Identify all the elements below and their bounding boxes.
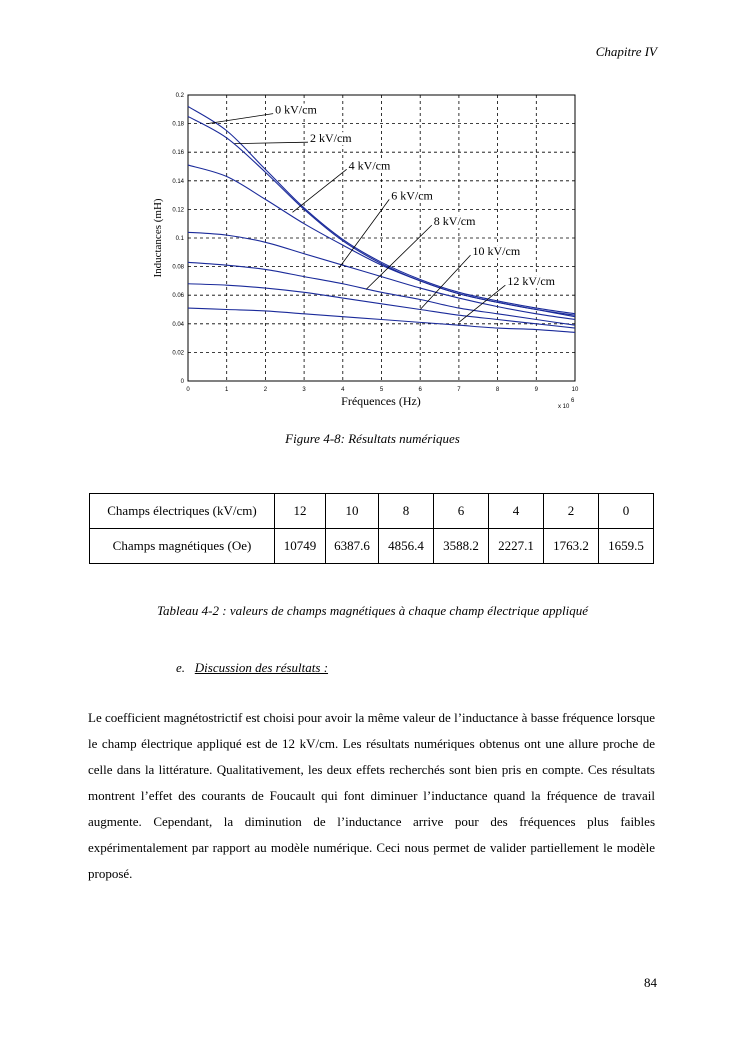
table-cell: 3588.2: [434, 529, 489, 564]
chart-ticks: [172, 93, 579, 393]
x-exponent: 6: [571, 398, 575, 404]
table-row: [90, 494, 654, 529]
series-label: 12 kV/cm: [507, 274, 556, 289]
table-cell: 10749: [275, 529, 326, 564]
y-tick-label: 0.08: [172, 264, 184, 271]
table-cell: 2227.1: [489, 529, 544, 564]
series-leader-line: [292, 169, 346, 212]
y-tick-label: 0.2: [175, 93, 184, 99]
y-tick-label: 0.04: [172, 321, 184, 328]
table-cell: 0: [599, 494, 654, 529]
table-cell: 1763.2: [544, 529, 599, 564]
table-cell: 10: [326, 494, 379, 529]
x-tick-label: 6: [418, 387, 422, 393]
table-cell: 6387.6: [326, 529, 379, 564]
inductance-chart: [150, 85, 595, 415]
table-cell: 1659.5: [599, 529, 654, 564]
y-tick-label: 0.1: [175, 236, 184, 242]
y-tick-label: 0.16: [172, 150, 184, 157]
x-multiplier: x 10: [558, 404, 570, 410]
x-tick-label: 3: [302, 387, 306, 393]
series-leader-line: [234, 142, 308, 143]
section-number: e.: [176, 660, 186, 675]
chart-series: [188, 106, 575, 332]
x-tick-label: 7: [457, 387, 461, 393]
figure-caption: Figure 4-8: Résultats numériques: [285, 431, 460, 446]
y-tick-label: 0.02: [172, 350, 184, 357]
y-axis-label: Inductances (mH): [152, 198, 164, 278]
x-tick-label: 1: [225, 387, 229, 393]
table-caption: Tableau 4-2 : valeurs de champs magnétiques à chaque champ électrique appliqué: [157, 603, 588, 618]
x-tick-label: 8: [495, 387, 500, 393]
x-tick-label: 0: [186, 387, 190, 393]
x-tick-label: 5: [379, 387, 384, 393]
table-cell: 2: [544, 494, 599, 529]
x-tick-label: 9: [534, 387, 538, 393]
page-number: 84: [644, 975, 657, 990]
series-label: 8 kV/cm: [433, 214, 476, 229]
table-row-label: Champs magnétiques (Oe): [90, 529, 275, 564]
table-row: [90, 529, 654, 564]
section-heading: [176, 660, 328, 676]
table-cell: 12: [275, 494, 326, 529]
series-label: 0 kV/cm: [275, 102, 317, 117]
y-tick-label: 0.14: [172, 178, 184, 185]
x-tick-label: 4: [341, 387, 345, 393]
table-row-label: Champs électriques (kV/cm): [90, 494, 275, 529]
series-label: 10 kV/cm: [472, 244, 521, 259]
series-label: 2 kV/cm: [309, 131, 352, 146]
series-leader-line: [207, 114, 273, 124]
series-label: 6 kV/cm: [391, 188, 433, 203]
x-tick-label: 2: [263, 387, 268, 393]
y-tick-label: 0.06: [172, 293, 184, 300]
y-tick-label: 0.18: [172, 121, 184, 128]
field-table: [89, 493, 654, 564]
y-tick-label: 0.12: [172, 207, 184, 214]
x-tick-label: 10: [571, 387, 579, 393]
table-cell: 8: [379, 494, 434, 529]
chapter-header: Chapitre IV: [595, 44, 657, 59]
section-title: Discussion des résultats :: [194, 660, 329, 675]
table-cell: 4: [489, 494, 544, 529]
y-tick-label: 0: [180, 379, 184, 385]
body-paragraph: Le coefficient magnétostrictif est choisi pour avoir la même valeur de l’inductance à basse fréquence lorsque le champ électrique appliqué est de 12 kV/cm. Les résultats numériques obtenus ont une allure proche de celle dans la littérature. Qualitativement, les deux effets recherchés sont bien pris en compte. Ces résultats montrent l’effet des courants de Foucault qui font diminuer l’inductance quand la fréquence de travail augmente. Cependant, la diminution de l’inductance arrive pour des fréquences plus faibles expérimentalement par rapport au modèle numérique. Ceci nous permet de valider partiellement le modèle proposé.: [88, 710, 655, 881]
series-label: 4 kV/cm: [348, 158, 391, 173]
series-leader-line: [459, 285, 505, 322]
table-cell: 6: [434, 494, 489, 529]
x-axis-label: Fréquences (Hz): [341, 394, 421, 408]
table-cell: 4856.4: [379, 529, 434, 564]
